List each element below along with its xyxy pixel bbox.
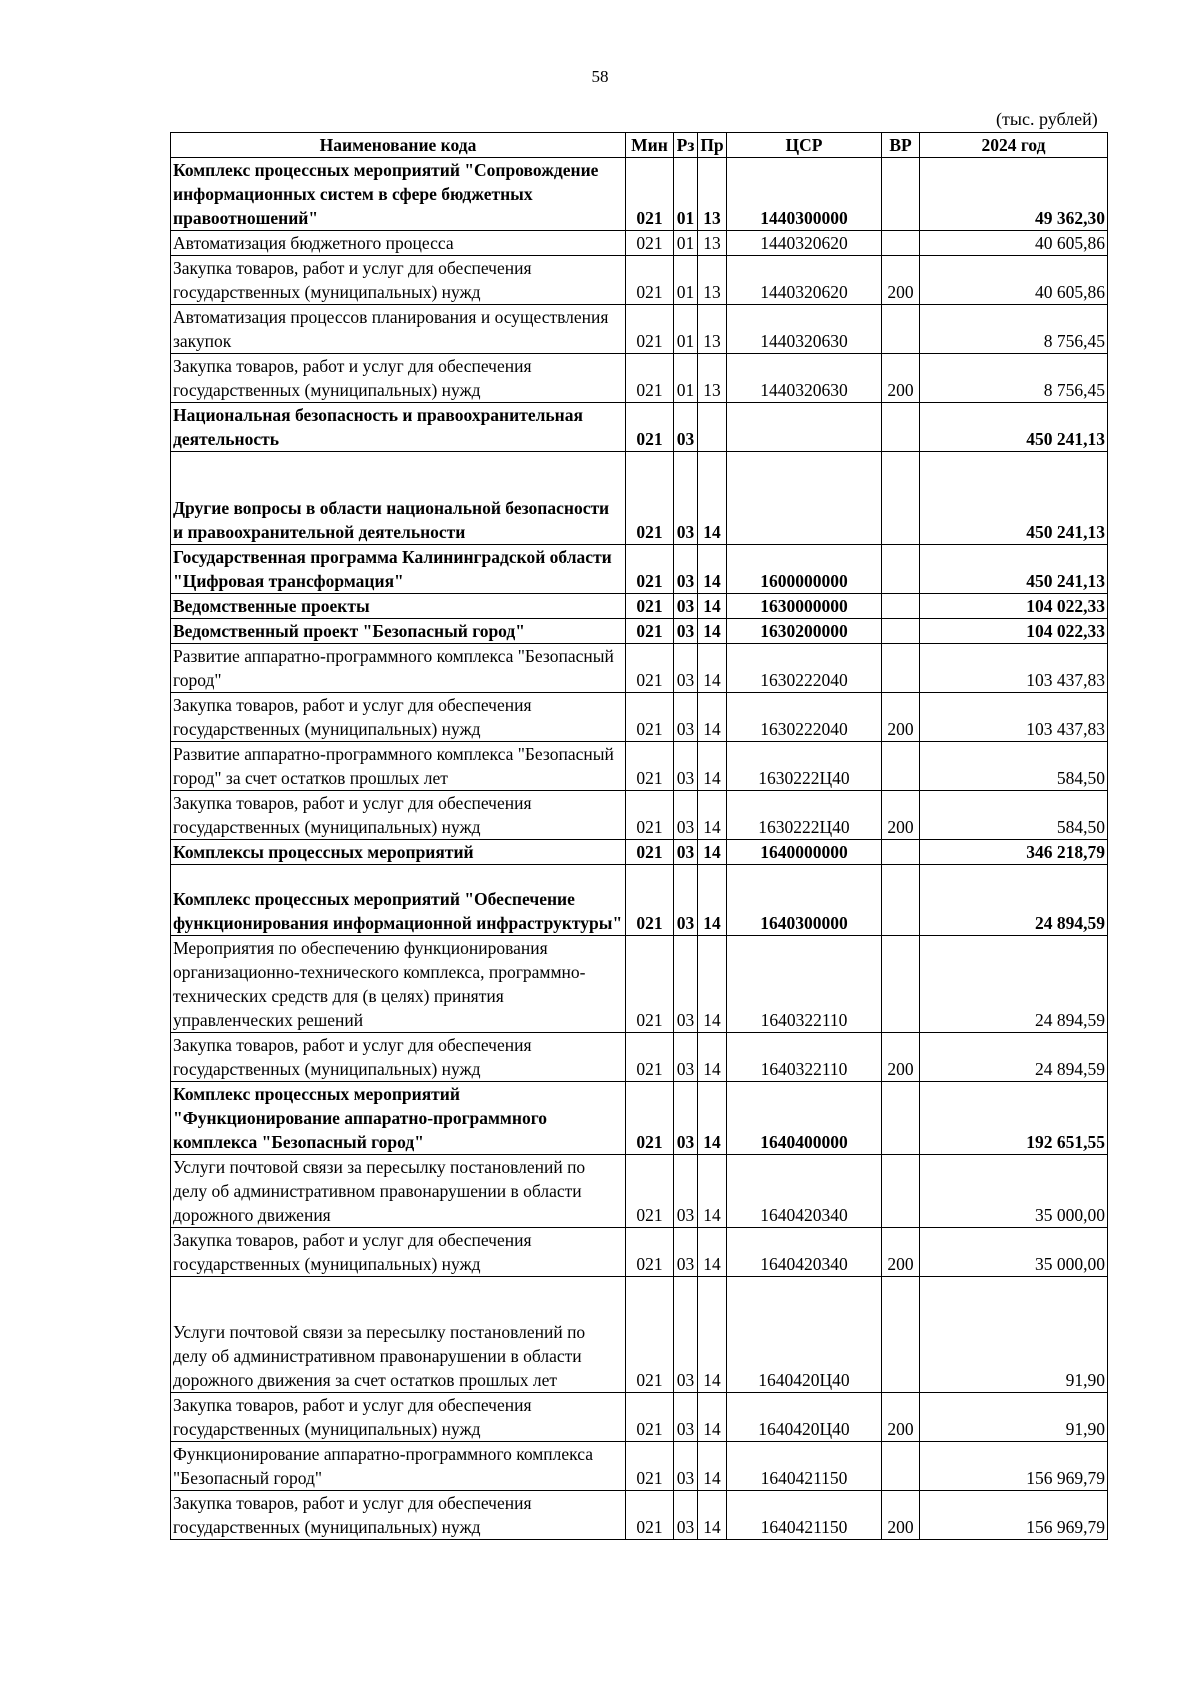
- table-header: [171, 133, 1108, 158]
- cell-rz: 01: [674, 158, 698, 231]
- cell-min: 021: [626, 1155, 674, 1228]
- cell-rz: 03: [674, 1033, 698, 1082]
- table-row: [171, 693, 1108, 742]
- cell-name: Услуги почтовой связи за пересылку постановлений по делу об административном правонарушении в области дорожного движения: [171, 1155, 626, 1228]
- cell-min: 021: [626, 1277, 674, 1393]
- cell-csr: 1640322110: [727, 1033, 882, 1082]
- cell-vr: [882, 644, 920, 693]
- table-row: [171, 1033, 1108, 1082]
- cell-name: Комплекс процессных мероприятий "Обеспечение функционирования информационной инфраструктуры": [171, 865, 626, 936]
- cell-name: Развитие аппаратно-программного комплекса "Безопасный город" за счет остатков прошлых лет: [171, 742, 626, 791]
- cell-csr: 1440320620: [727, 256, 882, 305]
- cell-min: 021: [626, 936, 674, 1033]
- cell-min: 021: [626, 1442, 674, 1491]
- cell-min: 021: [626, 594, 674, 619]
- cell-min: 021: [626, 644, 674, 693]
- table-row: [171, 865, 1108, 936]
- cell-rz: 03: [674, 1442, 698, 1491]
- cell-rz: 01: [674, 305, 698, 354]
- cell-pr: 14: [698, 791, 727, 840]
- cell-pr: 13: [698, 256, 727, 305]
- table-row: [171, 742, 1108, 791]
- cell-amount: 40 605,86: [920, 256, 1108, 305]
- cell-name: Услуги почтовой связи за пересылку постановлений по делу об административном правонарушении в области дорожного движения за счет остатков прошлых лет: [171, 1277, 626, 1393]
- table-row: [171, 1155, 1108, 1228]
- column-header-rz: Рз: [674, 133, 698, 158]
- cell-min: 021: [626, 619, 674, 644]
- table-row: [171, 594, 1108, 619]
- cell-rz: 03: [674, 791, 698, 840]
- cell-csr: 1630222Ц40: [727, 791, 882, 840]
- cell-pr: 14: [698, 865, 727, 936]
- cell-name: Ведомственные проекты: [171, 594, 626, 619]
- cell-min: 021: [626, 742, 674, 791]
- cell-vr: [882, 865, 920, 936]
- cell-csr: 1640421150: [727, 1442, 882, 1491]
- cell-rz: 03: [674, 545, 698, 594]
- cell-vr: [882, 840, 920, 865]
- cell-min: 021: [626, 305, 674, 354]
- cell-amount: 35 000,00: [920, 1228, 1108, 1277]
- cell-pr: 13: [698, 158, 727, 231]
- table-row: [171, 1277, 1108, 1393]
- cell-vr: 200: [882, 354, 920, 403]
- cell-vr: 200: [882, 1491, 920, 1540]
- cell-min: 021: [626, 1491, 674, 1540]
- cell-min: 021: [626, 545, 674, 594]
- cell-vr: [882, 403, 920, 452]
- cell-min: 021: [626, 693, 674, 742]
- cell-vr: [882, 594, 920, 619]
- cell-csr: 1630200000: [727, 619, 882, 644]
- cell-rz: 03: [674, 644, 698, 693]
- cell-min: 021: [626, 256, 674, 305]
- table-row: [171, 936, 1108, 1033]
- cell-vr: 200: [882, 1393, 920, 1442]
- table-row: [171, 644, 1108, 693]
- cell-pr: 14: [698, 1228, 727, 1277]
- column-header-amount: 2024 год: [920, 133, 1108, 158]
- cell-pr: [698, 403, 727, 452]
- cell-amount: 104 022,33: [920, 594, 1108, 619]
- column-header-csr: ЦСР: [727, 133, 882, 158]
- cell-name: Ведомственный проект "Безопасный город": [171, 619, 626, 644]
- cell-pr: 14: [698, 1393, 727, 1442]
- cell-amount: 584,50: [920, 791, 1108, 840]
- cell-csr: 1600000000: [727, 545, 882, 594]
- cell-pr: 14: [698, 840, 727, 865]
- cell-name: Национальная безопасность и правоохранительная деятельность: [171, 403, 626, 452]
- cell-pr: 14: [698, 1082, 727, 1155]
- table-row: [171, 791, 1108, 840]
- cell-pr: 13: [698, 305, 727, 354]
- cell-amount: 24 894,59: [920, 936, 1108, 1033]
- cell-vr: 200: [882, 256, 920, 305]
- cell-amount: 192 651,55: [920, 1082, 1108, 1155]
- cell-vr: [882, 1082, 920, 1155]
- cell-rz: 01: [674, 256, 698, 305]
- cell-rz: 03: [674, 742, 698, 791]
- cell-pr: 14: [698, 545, 727, 594]
- cell-csr: [727, 403, 882, 452]
- cell-name: Автоматизация бюджетного процесса: [171, 231, 626, 256]
- column-header-name: Наименование кода: [171, 133, 626, 158]
- cell-csr: 1440320630: [727, 305, 882, 354]
- cell-csr: 1640420Ц40: [727, 1393, 882, 1442]
- cell-vr: 200: [882, 791, 920, 840]
- cell-name: Закупка товаров, работ и услуг для обеспечения государственных (муниципальных) нужд: [171, 354, 626, 403]
- cell-csr: 1640300000: [727, 865, 882, 936]
- cell-csr: 1640421150: [727, 1491, 882, 1540]
- cell-csr: 1630222040: [727, 644, 882, 693]
- table-row: [171, 305, 1108, 354]
- cell-name: Другие вопросы в области национальной безопасности и правоохранительной деятельности: [171, 452, 626, 545]
- cell-name: Закупка товаров, работ и услуг для обеспечения государственных (муниципальных) нужд: [171, 256, 626, 305]
- cell-rz: 01: [674, 231, 698, 256]
- cell-amount: 40 605,86: [920, 231, 1108, 256]
- cell-pr: 14: [698, 936, 727, 1033]
- cell-pr: 14: [698, 1277, 727, 1393]
- cell-name: Комплекс процессных мероприятий "Сопровождение информационных систем в сфере бюджетных правоотношений": [171, 158, 626, 231]
- cell-amount: 584,50: [920, 742, 1108, 791]
- table-row: [171, 1082, 1108, 1155]
- cell-vr: [882, 619, 920, 644]
- cell-pr: 14: [698, 1155, 727, 1228]
- cell-rz: 03: [674, 936, 698, 1033]
- table-row: [171, 545, 1108, 594]
- cell-csr: 1630222040: [727, 693, 882, 742]
- cell-vr: 200: [882, 693, 920, 742]
- cell-vr: [882, 936, 920, 1033]
- cell-pr: 14: [698, 693, 727, 742]
- cell-csr: 1640322110: [727, 936, 882, 1033]
- cell-min: 021: [626, 840, 674, 865]
- cell-name: Закупка товаров, работ и услуг для обеспечения государственных (муниципальных) нужд: [171, 1491, 626, 1540]
- cell-csr: 1640420Ц40: [727, 1277, 882, 1393]
- cell-csr: 1640400000: [727, 1082, 882, 1155]
- cell-amount: 8 756,45: [920, 305, 1108, 354]
- cell-vr: [882, 1442, 920, 1491]
- cell-min: 021: [626, 1393, 674, 1442]
- cell-csr: 1640420340: [727, 1228, 882, 1277]
- column-header-pr: Пр: [698, 133, 727, 158]
- cell-min: 021: [626, 1033, 674, 1082]
- table-row: [171, 619, 1108, 644]
- cell-vr: [882, 1277, 920, 1393]
- cell-vr: [882, 452, 920, 545]
- cell-amount: 450 241,13: [920, 452, 1108, 545]
- table-row: [171, 452, 1108, 545]
- cell-amount: 156 969,79: [920, 1442, 1108, 1491]
- cell-vr: 200: [882, 1228, 920, 1277]
- cell-min: 021: [626, 1082, 674, 1155]
- cell-csr: 1440320620: [727, 231, 882, 256]
- cell-amount: 103 437,83: [920, 693, 1108, 742]
- cell-min: 021: [626, 354, 674, 403]
- cell-csr: 1630000000: [727, 594, 882, 619]
- cell-pr: 14: [698, 452, 727, 545]
- cell-rz: 03: [674, 865, 698, 936]
- cell-min: 021: [626, 791, 674, 840]
- cell-amount: 450 241,13: [920, 403, 1108, 452]
- cell-name: Развитие аппаратно-программного комплекса "Безопасный город": [171, 644, 626, 693]
- cell-name: Закупка товаров, работ и услуг для обеспечения государственных (муниципальных) нужд: [171, 1228, 626, 1277]
- cell-amount: 91,90: [920, 1277, 1108, 1393]
- cell-csr: 1440320630: [727, 354, 882, 403]
- cell-min: 021: [626, 403, 674, 452]
- table-row: [171, 1442, 1108, 1491]
- cell-amount: 91,90: [920, 1393, 1108, 1442]
- cell-pr: 13: [698, 354, 727, 403]
- cell-name: Закупка товаров, работ и услуг для обеспечения государственных (муниципальных) нужд: [171, 1393, 626, 1442]
- table-row: [171, 158, 1108, 231]
- cell-vr: [882, 305, 920, 354]
- cell-vr: [882, 742, 920, 791]
- cell-name: Закупка товаров, работ и услуг для обеспечения государственных (муниципальных) нужд: [171, 693, 626, 742]
- cell-amount: 450 241,13: [920, 545, 1108, 594]
- cell-vr: [882, 545, 920, 594]
- cell-vr: 200: [882, 1033, 920, 1082]
- cell-rz: 03: [674, 840, 698, 865]
- cell-amount: 104 022,33: [920, 619, 1108, 644]
- cell-rz: 03: [674, 1082, 698, 1155]
- cell-amount: 346 218,79: [920, 840, 1108, 865]
- cell-csr: 1640420340: [727, 1155, 882, 1228]
- page-number: 58: [591, 67, 609, 86]
- cell-amount: 24 894,59: [920, 865, 1108, 936]
- cell-rz: 03: [674, 1155, 698, 1228]
- cell-pr: 14: [698, 1442, 727, 1491]
- cell-min: 021: [626, 1228, 674, 1277]
- cell-pr: 13: [698, 231, 727, 256]
- cell-rz: 03: [674, 1228, 698, 1277]
- cell-min: 021: [626, 158, 674, 231]
- cell-name: Комплекс процессных мероприятий "Функционирование аппаратно-программного комплекса "Безопасный город": [171, 1082, 626, 1155]
- cell-amount: 156 969,79: [920, 1491, 1108, 1540]
- cell-csr: 1630222Ц40: [727, 742, 882, 791]
- cell-name: Функционирование аппаратно-программного комплекса "Безопасный город": [171, 1442, 626, 1491]
- cell-rz: 03: [674, 452, 698, 545]
- cell-amount: 49 362,30: [920, 158, 1108, 231]
- table-row: [171, 354, 1108, 403]
- cell-min: 021: [626, 865, 674, 936]
- cell-pr: 14: [698, 644, 727, 693]
- cell-pr: 14: [698, 594, 727, 619]
- cell-rz: 03: [674, 1491, 698, 1540]
- cell-name: Закупка товаров, работ и услуг для обеспечения государственных (муниципальных) нужд: [171, 1033, 626, 1082]
- cell-pr: 14: [698, 1033, 727, 1082]
- table-row: [171, 1491, 1108, 1540]
- cell-rz: 03: [674, 1277, 698, 1393]
- cell-csr: 1640000000: [727, 840, 882, 865]
- table-body: [171, 158, 1108, 1540]
- cell-rz: 03: [674, 403, 698, 452]
- budget-table: [170, 132, 1108, 1540]
- cell-rz: 03: [674, 594, 698, 619]
- table-row: [171, 1393, 1108, 1442]
- column-header-min: Мин: [626, 133, 674, 158]
- cell-amount: 8 756,45: [920, 354, 1108, 403]
- cell-rz: 03: [674, 619, 698, 644]
- units-label: (тыс. рублей): [996, 109, 1098, 129]
- cell-min: 021: [626, 231, 674, 256]
- cell-amount: 103 437,83: [920, 644, 1108, 693]
- cell-rz: 03: [674, 1393, 698, 1442]
- cell-csr: [727, 452, 882, 545]
- table-row: [171, 256, 1108, 305]
- cell-pr: 14: [698, 1491, 727, 1540]
- column-header-vr: ВР: [882, 133, 920, 158]
- cell-pr: 14: [698, 619, 727, 644]
- table-row: [171, 840, 1108, 865]
- cell-vr: [882, 158, 920, 231]
- cell-amount: 24 894,59: [920, 1033, 1108, 1082]
- table-row: [171, 403, 1108, 452]
- cell-pr: 14: [698, 742, 727, 791]
- table-row: [171, 1228, 1108, 1277]
- cell-vr: [882, 231, 920, 256]
- cell-name: Закупка товаров, работ и услуг для обеспечения государственных (муниципальных) нужд: [171, 791, 626, 840]
- cell-csr: 1440300000: [727, 158, 882, 231]
- cell-min: 021: [626, 452, 674, 545]
- cell-name: Мероприятия по обеспечению функционирования организационно-технического комплекса, программно-технических средств для (в целях) принятия управленческих решений: [171, 936, 626, 1033]
- table-row: [171, 231, 1108, 256]
- cell-name: Автоматизация процессов планирования и осуществления закупок: [171, 305, 626, 354]
- cell-name: Государственная программа Калининградской области "Цифровая трансформация": [171, 545, 626, 594]
- cell-name: Комплексы процессных мероприятий: [171, 840, 626, 865]
- cell-amount: 35 000,00: [920, 1155, 1108, 1228]
- cell-rz: 01: [674, 354, 698, 403]
- cell-vr: [882, 1155, 920, 1228]
- cell-rz: 03: [674, 693, 698, 742]
